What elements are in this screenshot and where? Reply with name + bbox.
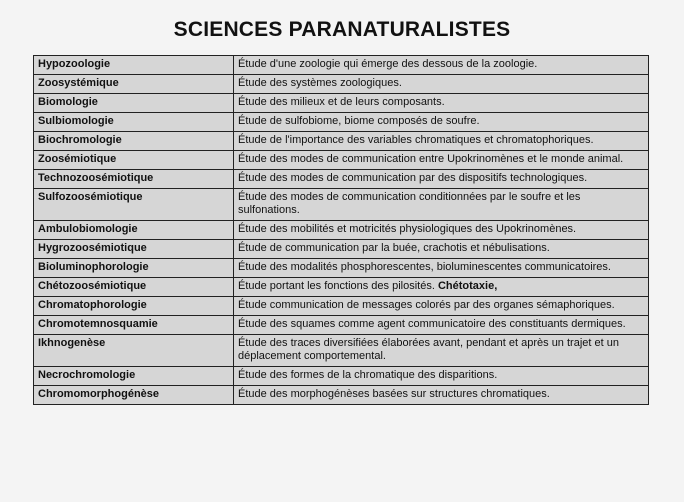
table-row: [34, 56, 649, 75]
definition-cell: [234, 56, 649, 75]
term-cell: Biochromologie: [34, 132, 234, 151]
definition-cell: [234, 221, 649, 240]
term-cell: Necrochromologie: [34, 367, 234, 386]
table-row: [34, 221, 649, 240]
table-row: [34, 240, 649, 259]
definition-cell: [234, 386, 649, 405]
definition-cell: [234, 240, 649, 259]
table-row: [34, 75, 649, 94]
definition-text: Étude des modalités phosphorescentes, bioluminescentes communicatoires.: [238, 261, 611, 273]
table-row: [34, 316, 649, 335]
definition-text: Étude des modes de communication par des dispositifs technologiques.: [238, 172, 588, 184]
term-cell: Zoosémiotique: [34, 151, 234, 170]
definition-text: Étude de sulfobiome, biome composés de soufre.: [238, 115, 480, 127]
table-row: [34, 297, 649, 316]
definitions-table-body: [34, 56, 649, 405]
page-title: SCIENCES PARANATURALISTES: [173, 18, 511, 41]
definition-cell: [234, 335, 649, 367]
definition-cell: [234, 113, 649, 132]
table-row: [34, 170, 649, 189]
definition-cell: [234, 151, 649, 170]
definition-cell: [234, 316, 649, 335]
term-cell: Chétozoosémiotique: [34, 278, 234, 297]
definition-cell: [234, 367, 649, 386]
table-row: [34, 132, 649, 151]
definition-cell: [234, 189, 649, 221]
term-cell: Chromomorphogénèse: [34, 386, 234, 405]
term-cell: Ambulobiomologie: [34, 221, 234, 240]
term-cell: Hypozoologie: [34, 56, 234, 75]
table-row: [34, 386, 649, 405]
definition-cell: [234, 94, 649, 113]
table-row: [34, 189, 649, 221]
term-cell: Sulbiomologie: [34, 113, 234, 132]
definition-text: Étude des milieux et de leurs composants.: [238, 96, 445, 108]
definitions-table-container: [33, 55, 648, 405]
definition-text: Étude des systèmes zoologiques.: [238, 77, 402, 89]
term-cell: Chromatophorologie: [34, 297, 234, 316]
table-row: [34, 278, 649, 297]
definition-cell: [234, 259, 649, 278]
table-row: [34, 151, 649, 170]
definition-text: Étude d'une zoologie qui émerge des dessous de la zoologie.: [238, 58, 538, 70]
definition-text: Étude des formes de la chromatique des disparitions.: [238, 369, 498, 381]
table-row: [34, 94, 649, 113]
definition-bold-text: Chétotaxie,: [437, 280, 498, 292]
table-row: [34, 113, 649, 132]
term-cell: Technozoosémiotique: [34, 170, 234, 189]
definition-text: Étude communication de messages colorés par des organes sémaphoriques.: [238, 299, 615, 311]
definition-text: Étude des morphogénèses basées sur structures chromatiques.: [238, 388, 550, 400]
definition-text: Étude de communication par la buée, crachotis et nébulisations.: [238, 242, 550, 254]
definition-text: Étude des squames comme agent communicatoire des constituants dermiques.: [238, 318, 626, 330]
definitions-table: [33, 55, 649, 405]
table-row: [34, 335, 649, 367]
definition-cell: [234, 75, 649, 94]
definition-cell: [234, 297, 649, 316]
definition-text: Étude des mobilités et motricités physiologiques des Upokrinomènes.: [238, 223, 577, 235]
table-row: [34, 259, 649, 278]
definition-text: Étude des traces diversifiées élaborées avant, pendant et après un trajet et un déplacement comportemental.: [238, 337, 619, 362]
definition-cell: [234, 170, 649, 189]
definition-cell: [234, 132, 649, 151]
term-cell: Sulfozoosémiotique: [34, 189, 234, 221]
term-cell: Bioluminophorologie: [34, 259, 234, 278]
term-cell: Hygrozoosémiotique: [34, 240, 234, 259]
definition-text: Étude des modes de communication conditionnées par le soufre et les sulfonations.: [238, 191, 581, 216]
definition-text: Étude des modes de communication entre Upokrinomènes et le monde animal.: [238, 153, 624, 165]
term-cell: Biomologie: [34, 94, 234, 113]
definition-text: Étude de l'importance des variables chromatiques et chromatophoriques.: [238, 134, 594, 146]
table-row: [34, 367, 649, 386]
term-cell: Chromotemnosquamie: [34, 316, 234, 335]
definition-cell: [234, 278, 649, 297]
definition-text: Étude portant les fonctions des pilosités.: [238, 280, 435, 292]
term-cell: Ikhnogenèse: [34, 335, 234, 367]
term-cell: Zoosystémique: [34, 75, 234, 94]
